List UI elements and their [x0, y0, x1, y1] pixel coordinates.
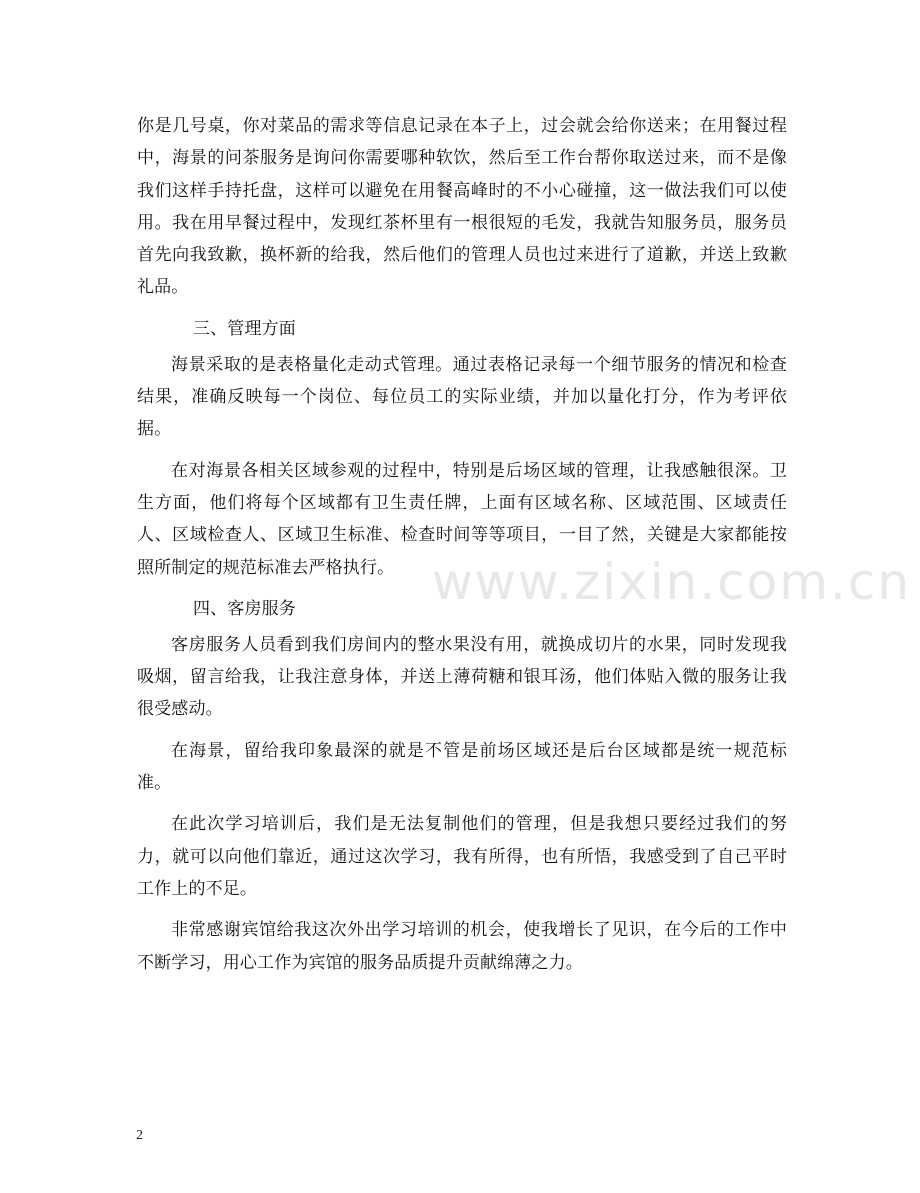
paragraph-reflection: 在此次学习培训后，我们是无法复制他们的管理，但是我想只要经过我们的努力，就可以向他们靠近，通过这次学习，我有所得，也有所悟，我感受到了自己平时工作上的不足。 [137, 814, 787, 899]
watermark: www.zixin.com.cn [432, 553, 912, 611]
paragraph-dining-service-continued: 你是几号桌，你对菜品的需求等信息记录在本子上，过会就会给你送来；在用餐过程中，海景的问茶服务是询问你需要哪种软饮，然后至工作台帮你取送过来，而不是像我们这样手持托盘，这样可以避免在用餐高峰时的不小心碰撞，这一做法我们可以使用。我在用早餐过程中，发现红茶杯里有一根很短的毛发，我就告知服务员，服务员首先向我致歉，换杯新的给我，然后他们的管理人员也过来进行了道歉，并送上致歉礼品。 [137, 116, 787, 298]
section-heading-room-service: 四、客房服务 [193, 598, 296, 619]
paragraph-room-service: 客房服务人员看到我们房间内的整水果没有用，就换成切片的水果，同时发现我吸烟，留言给我，让我注意身体，并送上薄荷糖和银耳汤，他们体贴入微的服务让我很受感动。 [137, 634, 787, 720]
document-body [137, 110, 787, 988]
section-heading-management: 三、管理方面 [193, 318, 296, 339]
page-number: 2 [136, 1128, 143, 1143]
paragraph-backstage-management: 在对海景各相关区域参观的过程中，特别是后场区域的管理，让我感触很深。卫生方面，他们将每个区域都有卫生责任牌，上面有区域名称、区域范围、区域责任人、区域检查人、区域卫生标准、检查时间等等项目，一目了然，关键是大家都能按照所制定的规范标准去严格执行。 [137, 460, 787, 578]
paragraph-unified-standard: 在海景，留给我印象最深的就是不管是前场区域还是后台区域都是统一规范标准。 [137, 740, 787, 794]
paragraph-thanks: 非常感谢宾馆给我这次外出学习培训的机会，使我增长了见识，在今后的工作中不断学习，用心工作为宾馆的服务品质提升贡献绵薄之力。 [137, 920, 787, 973]
paragraph-management-method: 海景采取的是表格量化走动式管理。通过表格记录每一个细节服务的情况和检查结果，准确反映每一个岗位、每位员工的实际业绩，并加以量化打分，作为考评依据。 [137, 354, 787, 440]
